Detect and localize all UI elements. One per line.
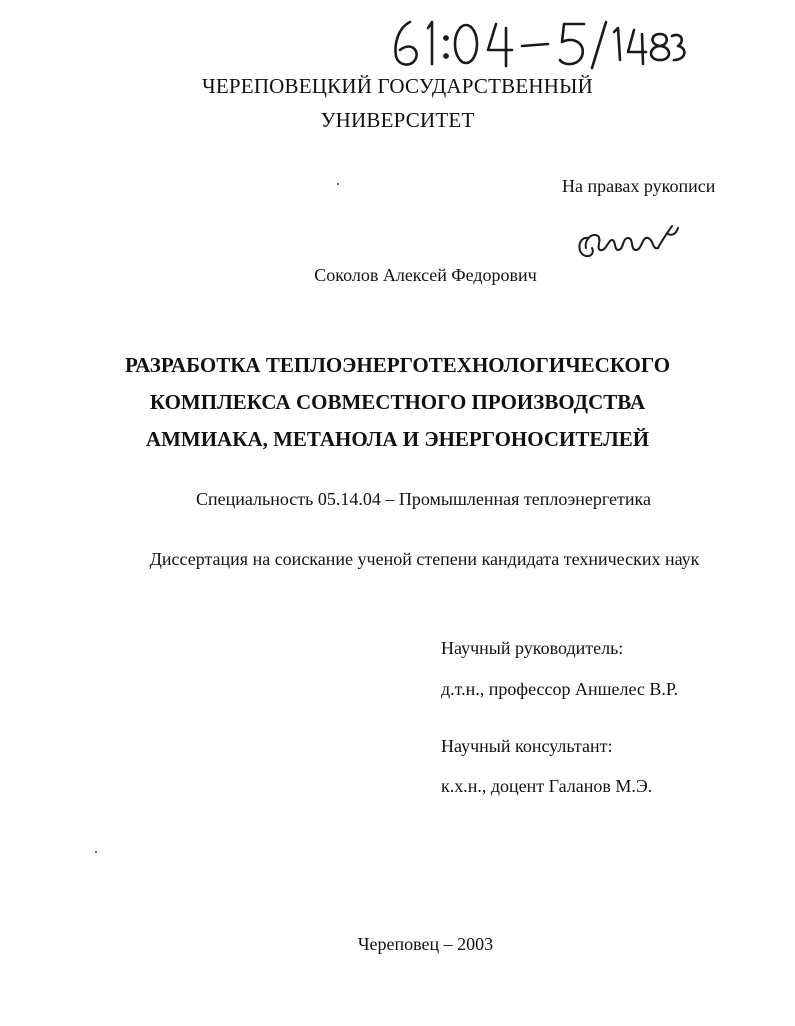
handwritten-archive-code xyxy=(388,14,688,70)
scan-speck xyxy=(337,183,339,185)
handwritten-signature xyxy=(572,214,684,264)
scan-speck xyxy=(95,851,97,853)
consultant-label: Научный консультант: xyxy=(441,736,613,756)
university-name-line1: ЧЕРЕПОВЕЦКИЙ ГОСУДАРСТВЕННЫЙ xyxy=(202,74,593,98)
author-name: Соколов Алексей Федорович xyxy=(314,265,537,285)
supervisor-label: Научный руководитель: xyxy=(441,638,624,658)
consultant-name: к.х.н., доцент Галанов М.Э. xyxy=(441,776,653,796)
manuscript-rights-note: На правах рукописи xyxy=(562,176,716,196)
university-name-line2: УНИВЕРСИТЕТ xyxy=(320,108,475,132)
title-line1: РАЗРАБОТКА ТЕПЛОЭНЕРГОТЕХНОЛОГИЧЕСКОГО xyxy=(124,353,671,377)
supervisor-name: д.т.н., профессор Аншелес В.Р. xyxy=(441,679,679,699)
specialty-line: Специальность 05.14.04 – Промышленная теплоэнергетика xyxy=(195,489,652,509)
dissertation-title xyxy=(0,347,795,458)
title-line3: АММИАКА, МЕТАНОЛА И ЭНЕРГОНОСИТЕЛЕЙ xyxy=(145,427,650,451)
city-year: Череповец – 2003 xyxy=(357,934,494,954)
title-line2: КОМПЛЕКСА СОВМЕСТНОГО ПРОИЗВОДСТВА xyxy=(149,390,646,414)
degree-line: Диссертация на соискание ученой степени кандидата технических наук xyxy=(149,549,700,569)
